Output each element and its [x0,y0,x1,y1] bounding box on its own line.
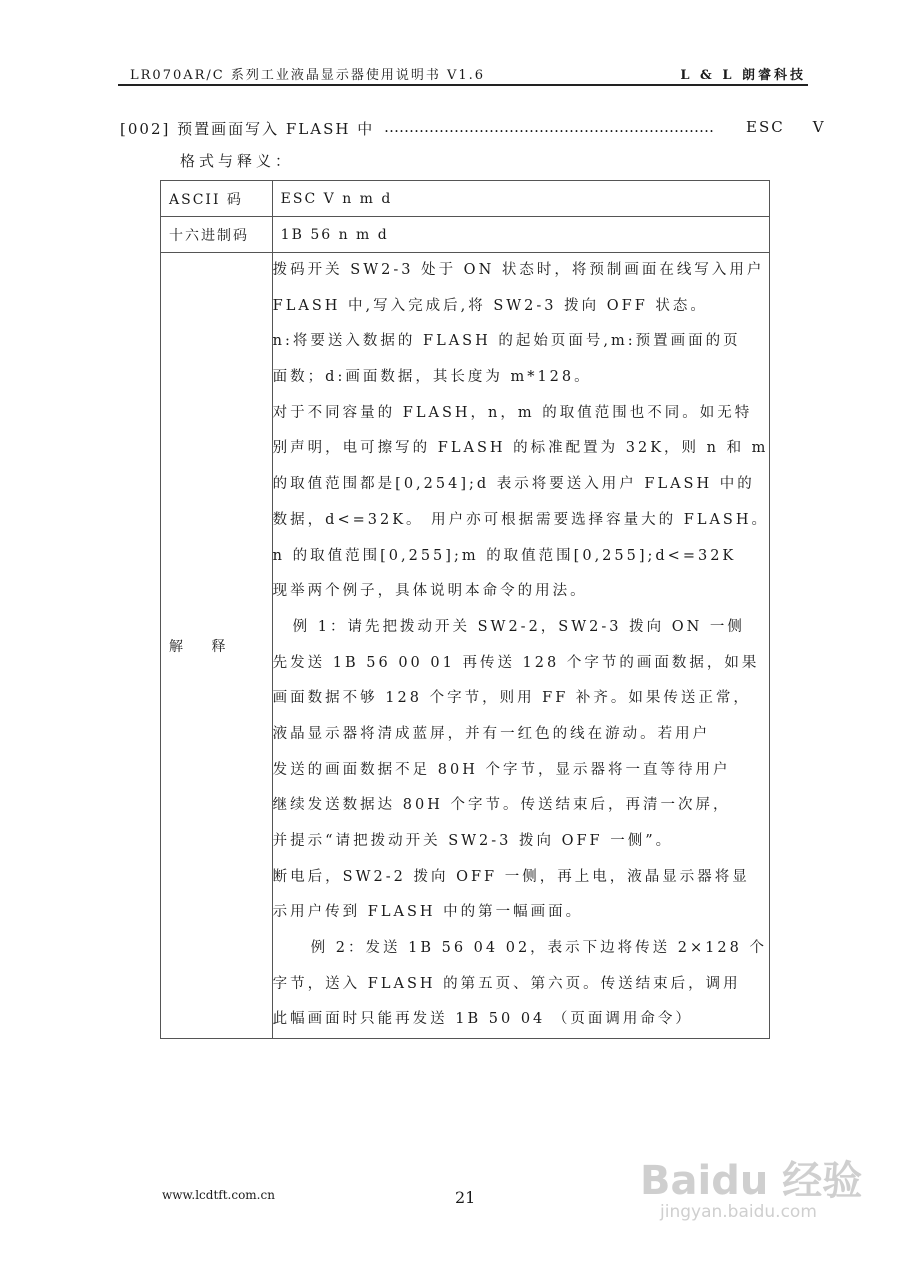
explanation-line: 的取值范围都是[0,254];d 表示将要送入用户 FLASH 中的 [272,476,755,493]
explanation-line: 例 2：发送 1B 56 04 02，表示下边将传送 2×128 个 [310,940,767,957]
section-subtitle: 格式与释义： [180,152,295,170]
page-number: 21 [455,1188,476,1207]
explanation-line: 断电后，SW2-2 拨向 OFF 一侧，再上电，液晶显示器将显 [272,868,750,885]
explanation-line: 继续发送数据达 80H 个字节。传送结束后，再清一次屏， [272,797,731,814]
explanation-line: 对于不同容量的 FLASH，n，m 的取值范围也不同。如无特 [272,404,753,421]
command-format-table [160,180,770,1039]
explanation-line: 拨码开关 SW2-3 处于 ON 状态时，将预制画面在线写入用户 [272,262,765,278]
explanation-line: 示用户传到 FLASH 中的第一幅画面。 [272,904,584,921]
explanation-line: 先发送 1B 56 00 01 再传送 128 个字节的画面数据，如果 [272,654,760,671]
explanation-line: 现举两个例子，具体说明本命令的用法。 [272,583,588,600]
row-label: 十六进制码 [161,217,273,253]
row-label: ASCII 码 [161,181,273,217]
section-title: [002] 预置画面写入 FLASH 中 [120,120,375,138]
watermark-url: jingyan.baidu.com [660,1202,817,1222]
company-name: L & L 朗睿科技 [680,68,806,83]
footer-url: www.lcdtft.com.cn [162,1188,275,1202]
table-row-ascii [161,181,770,217]
table-row-explanation [161,253,770,1039]
explanation-line: 液晶显示器将清成蓝屏，并有一红色的线在游动。若用户 [272,725,711,742]
explanation-line: 别声明，电可擦写的 FLASH 的标准配置为 32K，则 n 和 m [272,440,769,457]
header-divider [118,84,808,86]
explanation-line: 例 1：请先把拨动开关 SW2-2，SW2-3 拨向 ON 一侧 [292,618,745,635]
explanation-line: 并提示“请把拨动开关 SW2-3 拨向 OFF 一侧”。 [272,833,674,849]
explanation-line: 此幅画面时只能再发送 1B 50 04 （页面调用命令） [272,1011,693,1028]
explanation-line: 面数；d:画面数据，其长度为 m*128。 [272,369,592,386]
explanation-text [272,253,769,1039]
watermark [640,1160,862,1222]
command-v: V [812,118,826,136]
section-command [746,118,854,136]
table-row-hex [161,217,770,253]
document-header-title: LR070AR/C 系列工业液晶显示器使用说明书 V1.6 [130,68,486,83]
explanation-line: n 的取值范围[0,255];m 的取值范围[0,255];d<=32K [272,547,737,564]
row-value: ESC V n m d [272,181,769,217]
row-label: 解 释 [161,253,273,1039]
explanation-line: 画面数据不够 128 个字节，则用 FF 补齐。如果传送正常， [272,690,751,707]
explanation-line: 数据，d<=32K。 用户亦可根据需要选择容量大的 FLASH。 [272,511,769,528]
explanation-line: FLASH 中,写入完成后,将 SW2-3 拨向 OFF 状态。 [272,297,708,314]
watermark-brand: Baidu 经验 [640,1158,863,1204]
explanation-line: 字节，送入 FLASH 的第五页、第六页。传送结束后，调用 [272,975,741,992]
explanation-line: n:将要送入数据的 FLASH 的起始页面号,m:预置画面的页 [272,333,741,350]
explanation-line: 发送的画面数据不足 80H 个字节，显示器将一直等待用户 [272,761,731,778]
command-esc: ESC [746,118,785,136]
row-value: 1B 56 n m d [272,217,769,253]
dot-leader: ………………………………………………………… [384,118,714,136]
